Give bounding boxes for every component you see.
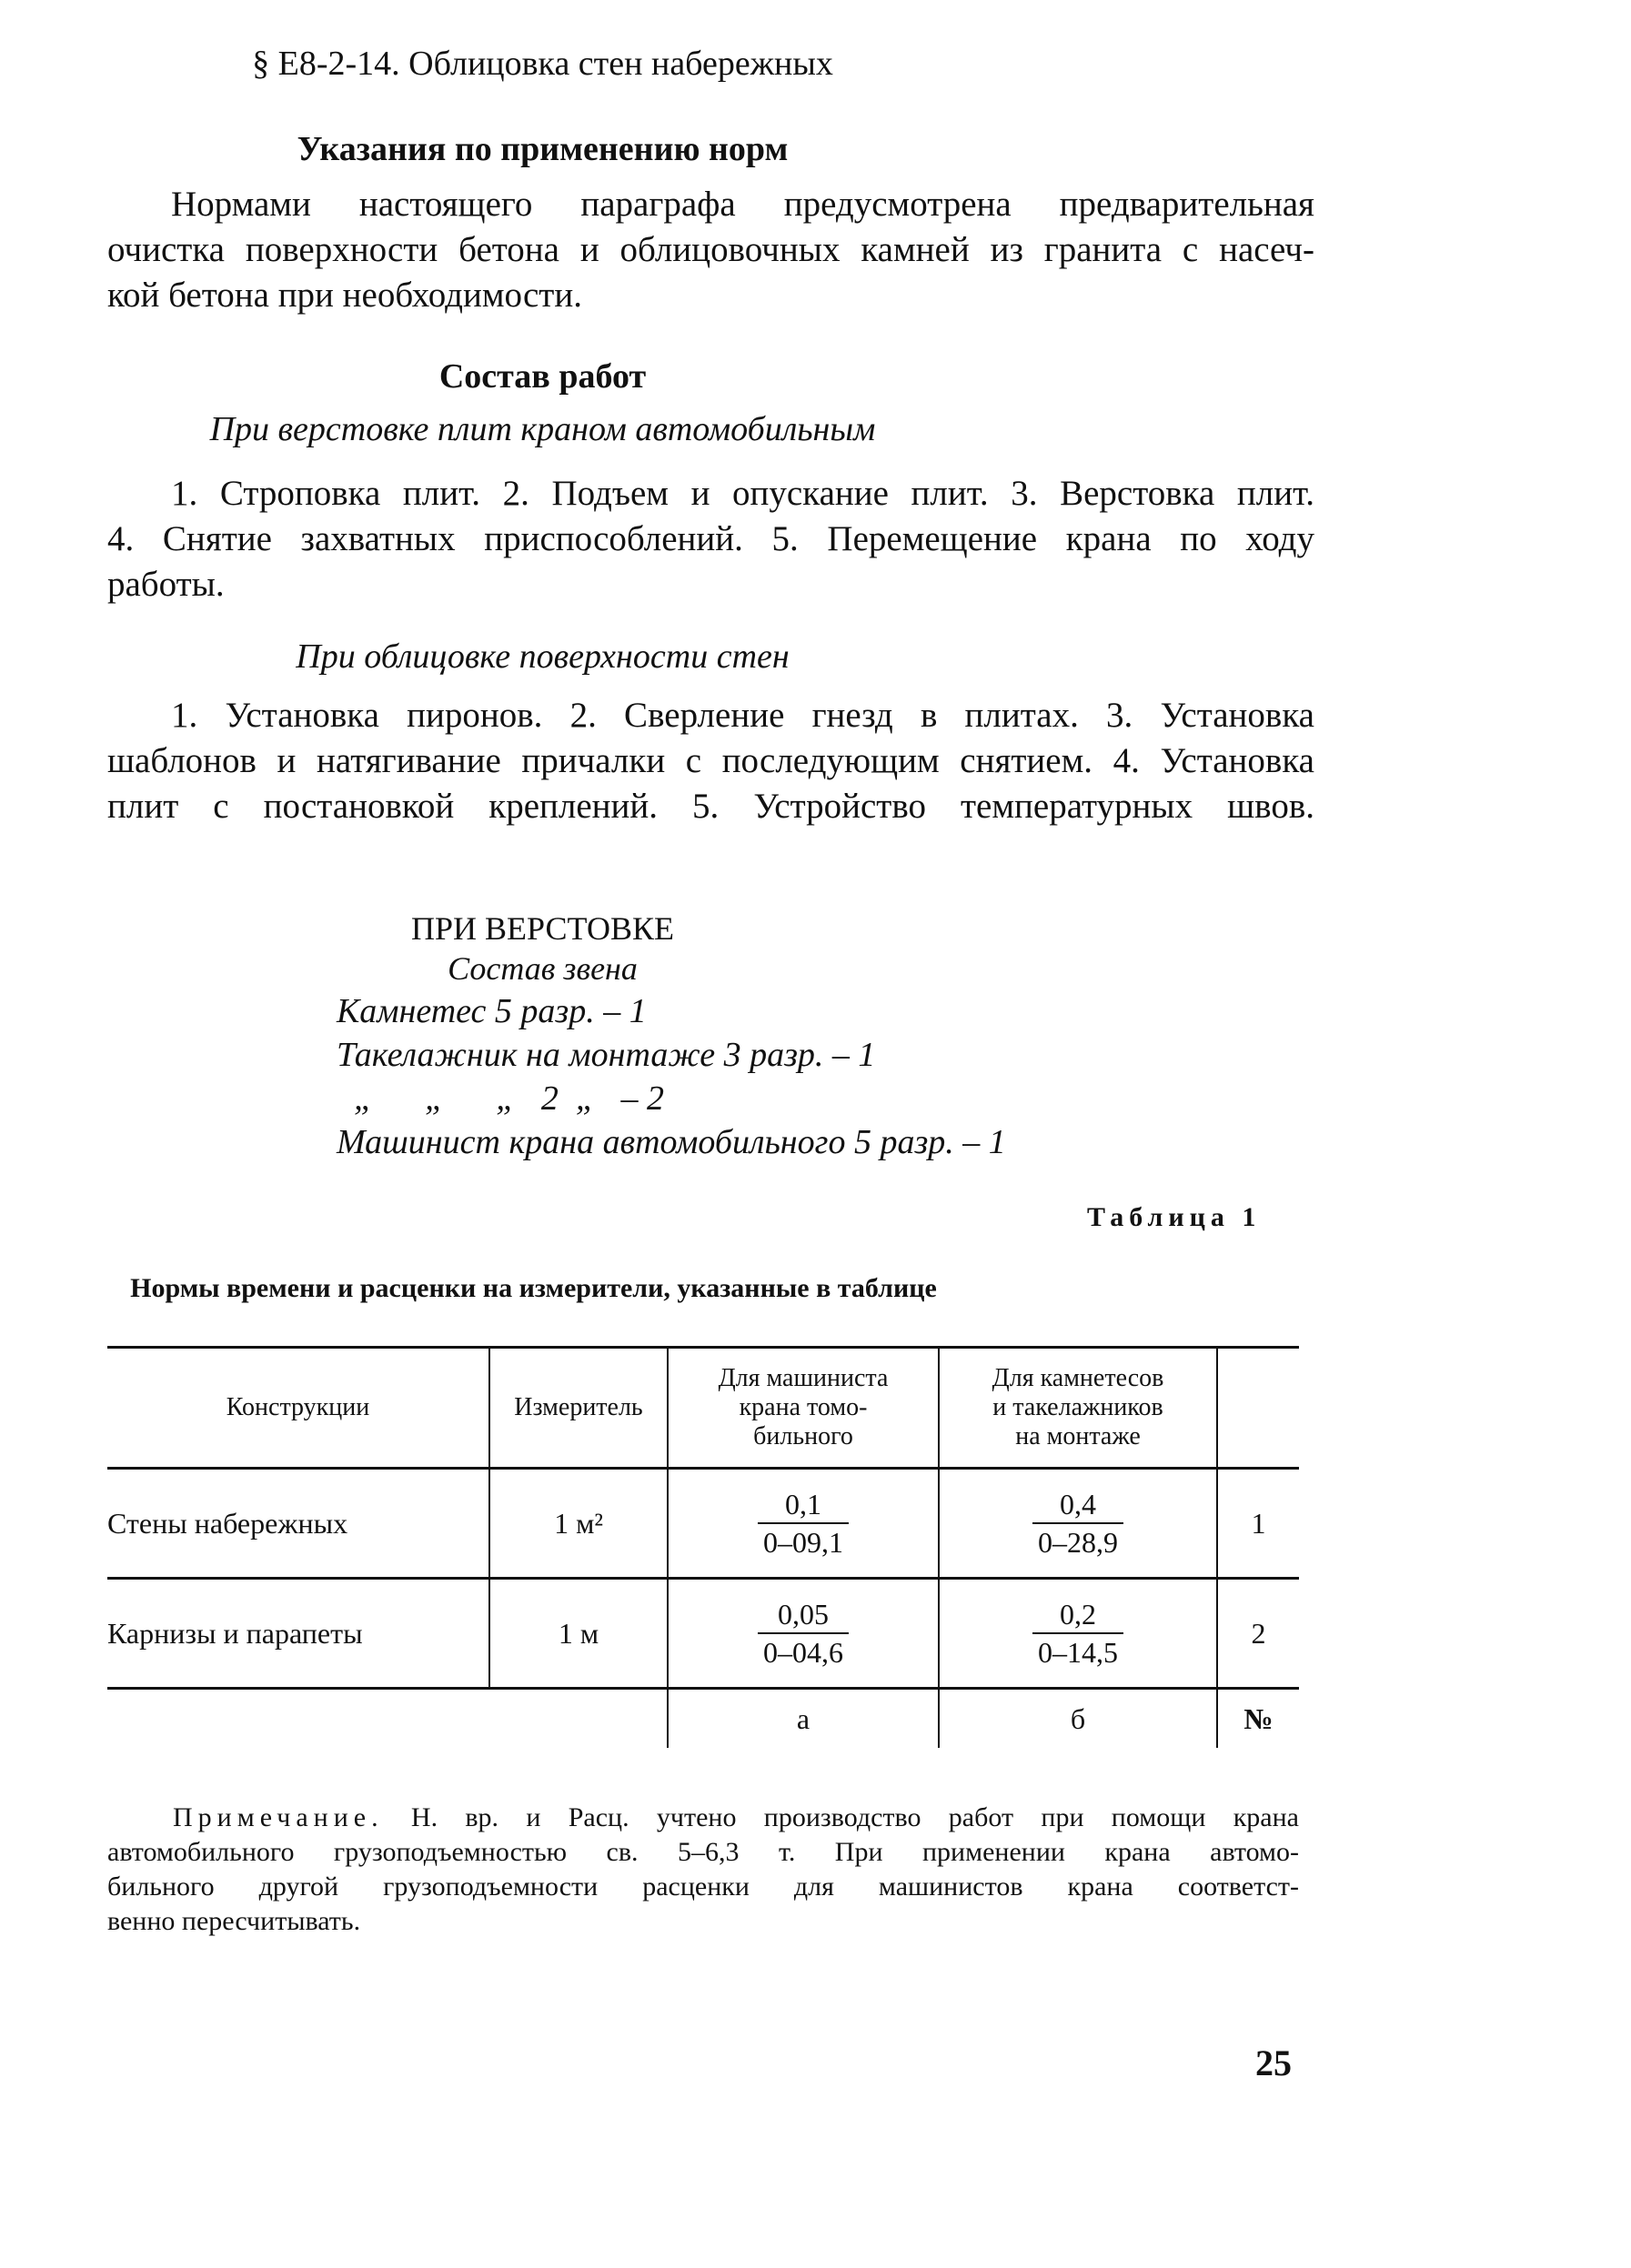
- works-heading: Состав работ: [438, 357, 647, 396]
- page-number: 25: [1255, 2042, 1292, 2083]
- note-label: Примечание.: [173, 1802, 384, 1832]
- note-line-1: [107, 1801, 1299, 1835]
- header-masons-line: на монтаже: [1015, 1422, 1141, 1450]
- cell-unit: 1 м: [489, 1579, 668, 1689]
- header-driver-line: крана томо-: [739, 1393, 868, 1421]
- table-row: [107, 1469, 1299, 1579]
- cell-driver: [668, 1579, 939, 1689]
- cell-driver: [668, 1469, 939, 1579]
- cell-row-number: 2: [1217, 1579, 1299, 1689]
- note-line-3: бильного другой грузоподъемности расценки для машинистов крана соответст-: [107, 1872, 1299, 1902]
- rate-value: 0–14,5: [1038, 1636, 1118, 1669]
- note-line-2: автомобильного грузоподъемностью св. 5–6,3 т. При применении крана автомо-: [107, 1837, 1299, 1867]
- norm-value: 0,1: [758, 1486, 849, 1524]
- footer-blank: [107, 1689, 489, 1749]
- works-crane-line-3: работы.: [107, 565, 225, 604]
- works-facing-paragraph: [107, 693, 1314, 829]
- cell-unit: 1 м²: [489, 1469, 668, 1579]
- cell-row-number: 1: [1217, 1469, 1299, 1579]
- footer-col-a: а: [668, 1689, 939, 1749]
- guidance-heading: Указания по применению норм: [297, 130, 789, 168]
- norm-value: 0,4: [1032, 1486, 1123, 1524]
- fraction: [1032, 1596, 1123, 1671]
- works-crane-subheading: При верстовке плит краном автомобильным: [209, 410, 876, 448]
- note-text: Н. вр. и Расц. учтено производство работ при помощи крана: [410, 1802, 1299, 1832]
- guidance-paragraph: [107, 182, 1314, 318]
- rate-value: 0–28,9: [1038, 1526, 1118, 1559]
- table-footer-row: [107, 1689, 1299, 1749]
- footer-col-b: б: [939, 1689, 1217, 1749]
- note-line-4: венно пересчитывать.: [107, 1906, 361, 1936]
- guidance-line-1: Нормами настоящего параграфа предусмотрена предварительная: [171, 185, 1314, 224]
- cell-masons: [939, 1579, 1217, 1689]
- header-driver-line: Для машиниста: [718, 1364, 889, 1392]
- header-driver: [668, 1348, 939, 1469]
- header-number: [1217, 1348, 1299, 1469]
- norms-table: [107, 1346, 1299, 1748]
- cell-masons: [939, 1469, 1217, 1579]
- footer-blank: [489, 1689, 668, 1749]
- header-masons: [939, 1348, 1217, 1469]
- table-row: [107, 1579, 1299, 1689]
- crew-member: Камнетес 5 разр. – 1: [337, 992, 647, 1030]
- header-unit: Измеритель: [489, 1348, 668, 1469]
- works-facing-line-2: шаблонов и натягивание причалки с последующим снятием. 4. Установка: [107, 741, 1314, 780]
- cell-construction: Стены набережных: [107, 1469, 489, 1579]
- norm-value: 0,2: [1032, 1596, 1123, 1634]
- crew-member: Такелажник на монтаже 3 разр. – 1: [337, 1036, 876, 1074]
- fraction: [1032, 1486, 1123, 1561]
- section-title: § Е8-2-14. Облицовка стен набережных: [252, 45, 833, 83]
- table-caption: Таблица 1: [1087, 1202, 1262, 1232]
- works-crane-paragraph: [107, 471, 1314, 607]
- table-title: Нормы времени и расценки на измерители, указанные в таблице: [130, 1273, 937, 1303]
- footer-col-number: №: [1217, 1689, 1299, 1749]
- norm-value: 0,05: [758, 1596, 849, 1634]
- table-note: [107, 1801, 1299, 1939]
- table-header-row: [107, 1348, 1299, 1469]
- header-masons-line: и такелажников: [992, 1393, 1163, 1421]
- cell-construction: Карнизы и парапеты: [107, 1579, 489, 1689]
- guidance-line-2: очистка поверхности бетона и облицовочных камней из гранита с насеч-: [107, 230, 1314, 269]
- works-facing-subheading: При облицовке поверхности стен: [296, 637, 790, 676]
- works-crane-line-2: 4. Снятие захватных приспособлений. 5. Перемещение крана по ходу: [107, 519, 1314, 558]
- header-driver-line: бильного: [753, 1422, 853, 1450]
- crew-member: „ „ „ 2 „ – 2: [337, 1079, 665, 1118]
- works-facing-line-1: 1. Установка пиронов. 2. Сверление гнезд в плитах. 3. Установка: [171, 696, 1314, 735]
- fraction: [758, 1486, 849, 1561]
- works-facing-line-3: плит с постановкой креплений. 5. Устройство температурных швов.: [107, 787, 1314, 826]
- fraction: [758, 1596, 849, 1671]
- crew-heading: ПРИ ВЕРСТОВКЕ: [410, 910, 675, 947]
- header-construction: Конструкции: [107, 1348, 489, 1469]
- guidance-line-3: кой бетона при необходимости.: [107, 276, 582, 315]
- crew-subheading: Состав звена: [448, 950, 638, 987]
- rate-value: 0–04,6: [763, 1636, 843, 1669]
- rate-value: 0–09,1: [763, 1526, 843, 1559]
- crew-member: Машинист крана автомобильного 5 разр. – 1: [337, 1123, 1006, 1161]
- header-masons-line: Для камнетесов: [992, 1364, 1164, 1392]
- works-crane-line-1: 1. Строповка плит. 2. Подъем и опускание плит. 3. Верстовка плит.: [171, 474, 1314, 513]
